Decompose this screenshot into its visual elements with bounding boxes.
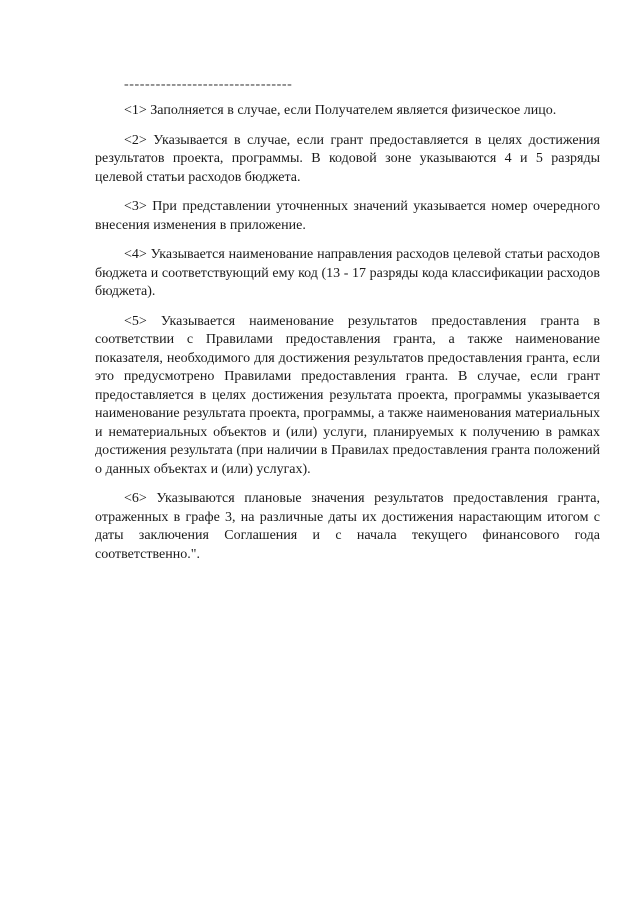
footnote-5: <5> Указывается наименование результатов предоставления гранта в соответствии с Правилами предоставления гранта, а также наименование показателя, необходимого для достижения результатов предоставления гранта, если это предусмотрено Правилами предоставления гранта. В случае, если грант предоставляется в целях достижения результата проекта, программы указывается наименование результата проекта, программы, а также наименования материальных и нематериальных объектов и (или) услуги, планируемых к получению в рамках достижения результата (при наличии в Правилах предоставления гранта положений о данных объектах и (или) услугах). bbox=[95, 313, 600, 477]
footnote-1: <1> Заполняется в случае, если Получателем является физическое лицо. bbox=[124, 103, 557, 118]
footnote-6: <6> Указываются плановые значения результатов предоставления гранта, отраженных в графе 3, на различные даты их достижения нарастающим итогом с даты заключения Соглашения и с начала текущего финансового года соответственно.". bbox=[95, 491, 600, 562]
footnote-4: <4> Указывается наименование направления расходов целевой статьи расходов бюджета и соответствующий ему код (13 - 17 разряды кода классификации расходов бюджета). bbox=[95, 247, 600, 299]
footnote-3: <3> При представлении уточненных значений указывается номер очередного внесения изменения в приложение. bbox=[95, 199, 600, 233]
footnote-separator: -------------------------------- bbox=[124, 77, 293, 92]
footnote-2: <2> Указывается в случае, если грант предоставляется в целях достижения результатов проекта, программы. В кодовой зоне указываются 4 и 5 разряды целевой статьи расходов бюджета. bbox=[95, 132, 600, 185]
footnotes-section bbox=[95, 78, 600, 575]
